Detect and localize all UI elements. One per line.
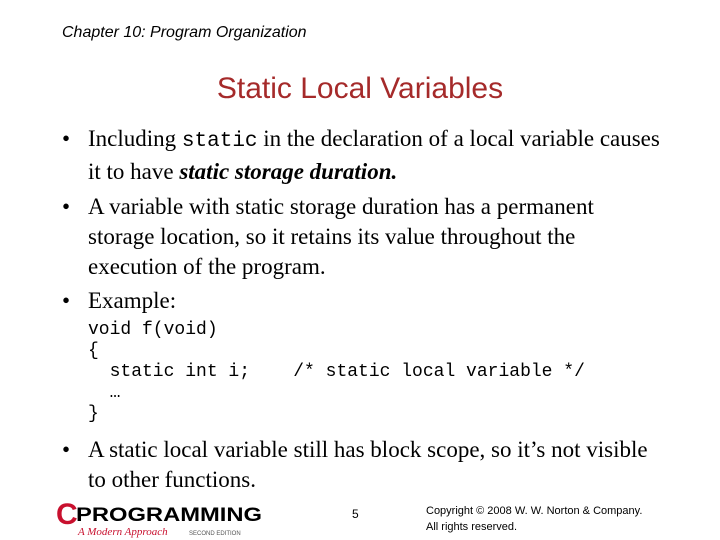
bullet-text: A variable with static storage duration has a permanent storage location, so it retains its value throughout the execution of the program. <box>88 194 594 279</box>
bullet-text: Example: <box>88 288 177 313</box>
bullet-text-part: Including <box>88 126 182 151</box>
bullet-1 <box>62 124 662 187</box>
page-number: 5 <box>352 507 359 521</box>
bullet-text-part: in the declaration of a local variable causes it to have <box>88 126 660 184</box>
slide-title: Static Local Variables <box>216 72 504 105</box>
bullet-marker: • <box>62 194 71 219</box>
code-example: void f(void) { static int i; /* static local variable */ … } <box>88 320 585 424</box>
bullet-4 <box>62 435 662 495</box>
copyright <box>426 503 642 535</box>
bullet-text <box>88 124 662 187</box>
bullet-2 <box>62 192 662 282</box>
copyright-line: All rights reserved. <box>426 521 518 533</box>
emphasis-text: static storage duration. <box>179 159 398 184</box>
chapter-header: Chapter 10: Program Organization <box>62 24 307 41</box>
bullet-3 <box>62 286 662 316</box>
logo-edition: SECOND EDITION <box>189 531 241 537</box>
bullet-marker: • <box>62 126 71 151</box>
book-logo <box>56 500 266 540</box>
bullet-text: A static local variable still has block scope, so it’s not visible to other functions. <box>88 437 648 492</box>
bullet-marker: • <box>62 288 71 313</box>
logo-subtitle: A Modern Approach <box>78 526 168 538</box>
logo-letter: C <box>56 500 78 531</box>
bullet-marker: • <box>62 437 71 462</box>
logo-title: PROGRAMMING <box>76 505 262 526</box>
copyright-line: Copyright © 2008 W. W. Norton & Company. <box>426 505 643 517</box>
inline-code: static <box>181 130 258 153</box>
